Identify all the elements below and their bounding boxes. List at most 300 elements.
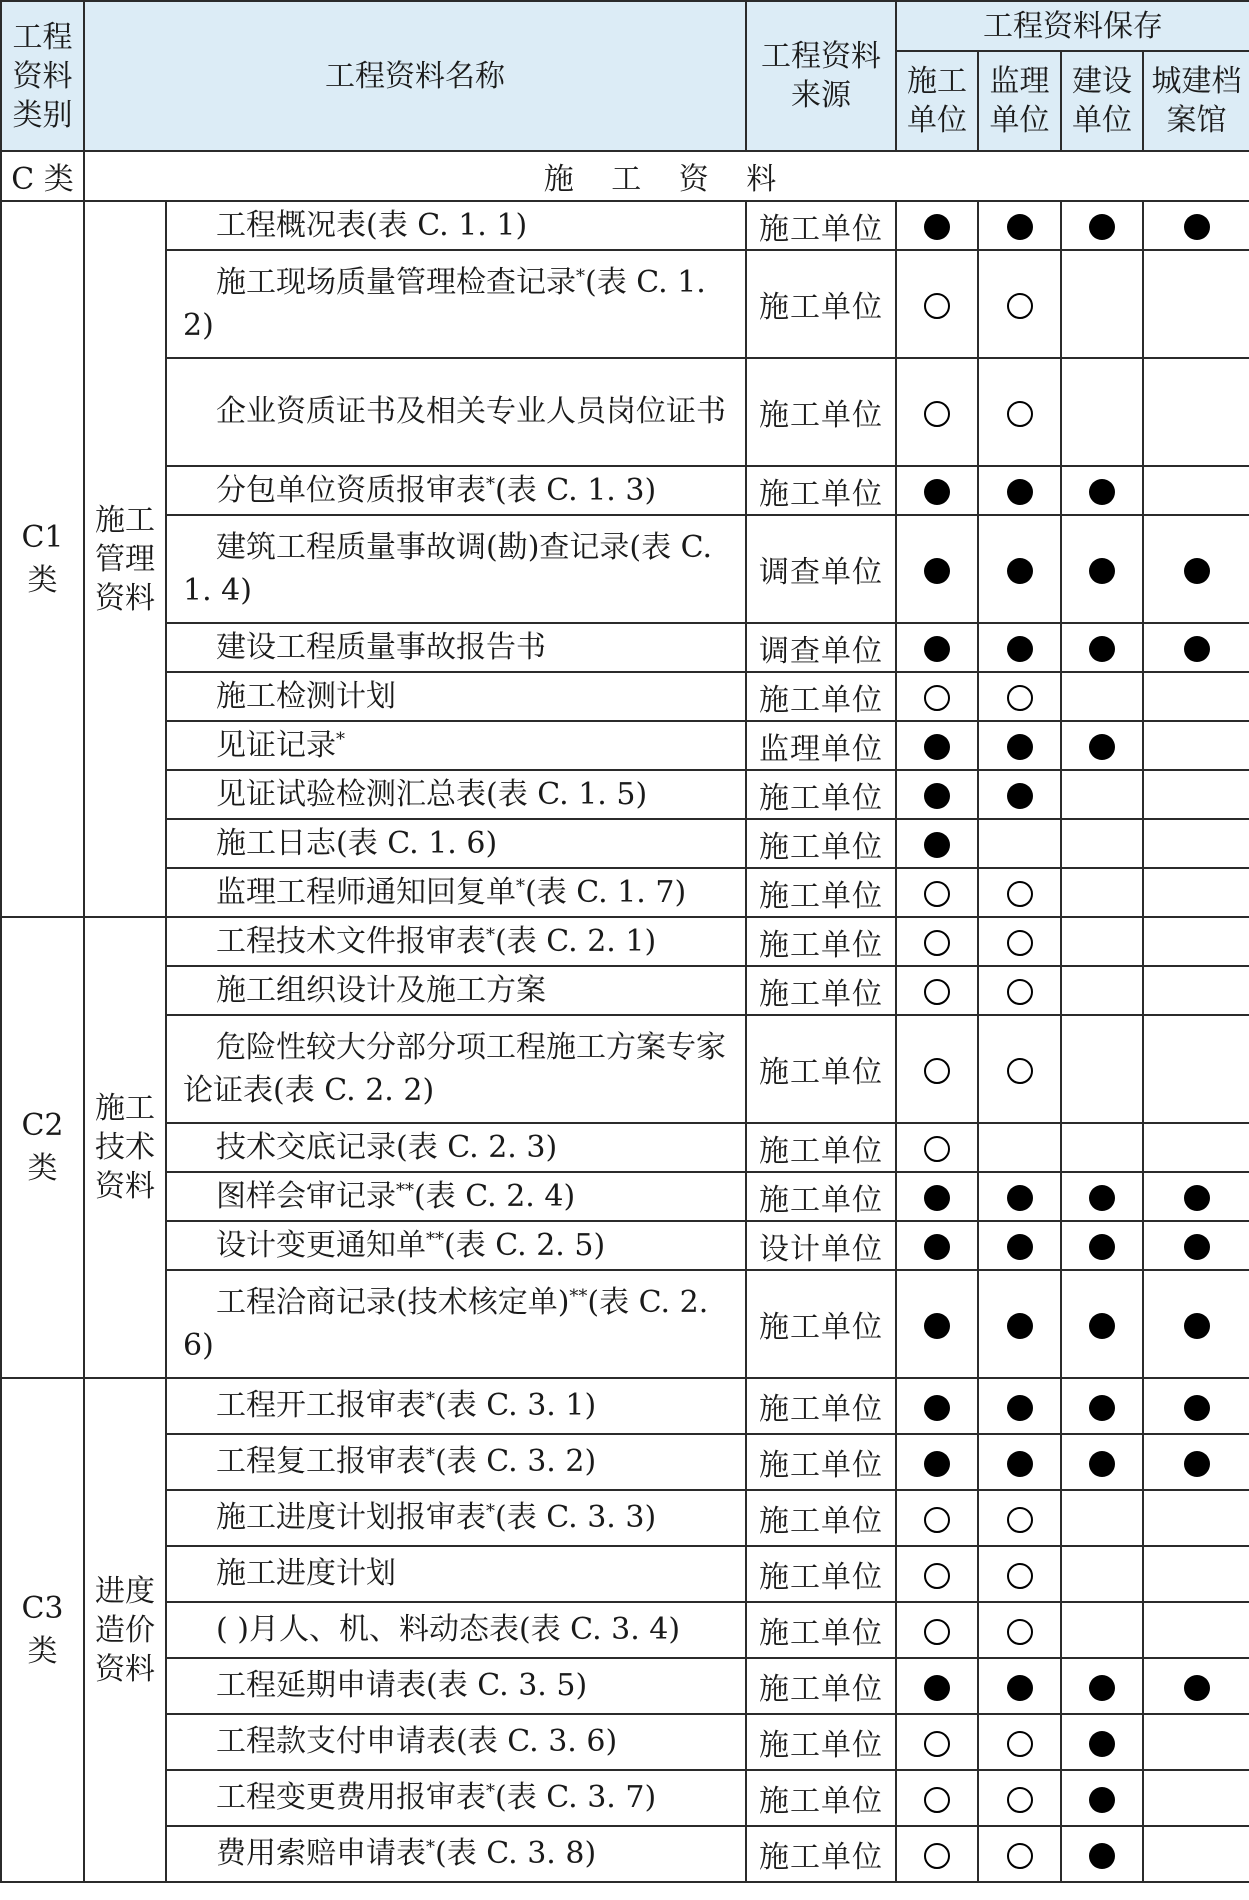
filled-circle-icon xyxy=(1089,734,1115,760)
filled-circle-icon xyxy=(924,1395,950,1421)
table-row xyxy=(1,721,1249,770)
item-source: 施工单位 xyxy=(746,770,896,819)
mark-construction xyxy=(896,1826,978,1882)
filled-circle-icon xyxy=(924,1234,950,1260)
filled-circle-icon xyxy=(924,1451,950,1477)
header-category: 工程资料类别 xyxy=(1,1,84,151)
section-code: C 类 xyxy=(1,151,84,201)
item-name xyxy=(166,358,746,466)
table-row xyxy=(1,358,1249,466)
filled-circle-icon xyxy=(1007,734,1033,760)
header-storage-construction: 施工单位 xyxy=(896,51,978,151)
mark-owner xyxy=(1061,868,1143,917)
hollow-circle-icon xyxy=(1007,685,1033,711)
mark-supervision xyxy=(978,623,1061,672)
group-code: C3 类 xyxy=(1,1378,84,1882)
item-source: 施工单位 xyxy=(746,1658,896,1714)
item-name xyxy=(166,819,746,868)
mark-supervision xyxy=(978,1658,1061,1714)
mark-construction xyxy=(896,1658,978,1714)
mark-supervision xyxy=(978,770,1061,819)
table-row xyxy=(1,1658,1249,1714)
item-name xyxy=(166,1434,746,1490)
filled-circle-icon xyxy=(1184,636,1210,662)
mark-owner xyxy=(1061,672,1143,721)
mark-construction xyxy=(896,966,978,1015)
mark-archive xyxy=(1143,358,1249,466)
item-name xyxy=(166,1826,746,1882)
header-storage-supervision: 监理单位 xyxy=(978,51,1061,151)
filled-circle-icon xyxy=(1007,479,1033,505)
item-source: 施工单位 xyxy=(746,1546,896,1602)
mark-owner xyxy=(1061,917,1143,966)
mark-archive xyxy=(1143,1172,1249,1221)
filled-circle-icon xyxy=(1089,1675,1115,1701)
item-name-text: 建设工程质量事故报告书 xyxy=(216,629,546,665)
table-row xyxy=(1,1015,1249,1123)
item-name-text: 施工进度计划报审表*(表 C. 3. 3) xyxy=(216,1500,657,1536)
mark-supervision xyxy=(978,1826,1061,1882)
table-row xyxy=(1,466,1249,515)
item-source: 施工单位 xyxy=(746,1826,896,1882)
mark-construction xyxy=(896,201,978,250)
footnote-mark: ** xyxy=(396,1179,414,1201)
item-source: 调查单位 xyxy=(746,623,896,672)
filled-circle-icon xyxy=(924,636,950,662)
table-row xyxy=(1,623,1249,672)
mark-owner xyxy=(1061,1172,1143,1221)
filled-circle-icon xyxy=(1089,558,1115,584)
mark-owner xyxy=(1061,1826,1143,1882)
item-name xyxy=(166,1270,746,1378)
mark-construction xyxy=(896,1546,978,1602)
mark-construction xyxy=(896,1770,978,1826)
item-name xyxy=(166,515,746,623)
table-row xyxy=(1,672,1249,721)
item-name-text: 监理工程师通知回复单*(表 C. 1. 7) xyxy=(216,874,687,910)
table-row xyxy=(1,1221,1249,1270)
item-source: 施工单位 xyxy=(746,201,896,250)
item-name xyxy=(166,672,746,721)
mark-owner xyxy=(1061,1015,1143,1123)
group-label xyxy=(84,1378,166,1882)
mark-archive xyxy=(1143,770,1249,819)
footnote-mark: ** xyxy=(569,1285,588,1307)
mark-supervision xyxy=(978,819,1061,868)
filled-circle-icon xyxy=(924,734,950,760)
mark-supervision xyxy=(978,1221,1061,1270)
item-name-text: 施工现场质量管理检查记录*(表 C. 1. 2) xyxy=(183,264,706,343)
item-name xyxy=(166,466,746,515)
filled-circle-icon xyxy=(1007,636,1033,662)
mark-supervision xyxy=(978,1546,1061,1602)
mark-construction xyxy=(896,917,978,966)
mark-supervision xyxy=(978,917,1061,966)
item-name-text: 工程款支付申请表(表 C. 3. 6) xyxy=(216,1724,618,1760)
mark-construction xyxy=(896,770,978,819)
filled-circle-icon xyxy=(1184,1185,1210,1211)
header-storage-owner: 建设单位 xyxy=(1061,51,1143,151)
filled-circle-icon xyxy=(1007,1234,1033,1260)
header-storage-archive: 城建档案馆 xyxy=(1143,51,1249,151)
mark-construction xyxy=(896,1490,978,1546)
mark-owner xyxy=(1061,1770,1143,1826)
item-name-text: 图样会审记录**(表 C. 2. 4) xyxy=(216,1178,576,1214)
mark-owner xyxy=(1061,1221,1143,1270)
mark-supervision xyxy=(978,201,1061,250)
mark-owner xyxy=(1061,1714,1143,1770)
mark-owner xyxy=(1061,1546,1143,1602)
mark-construction xyxy=(896,1378,978,1434)
item-source: 施工单位 xyxy=(746,1270,896,1378)
filled-circle-icon xyxy=(1089,1731,1115,1757)
filled-circle-icon xyxy=(1184,1234,1210,1260)
mark-owner xyxy=(1061,1378,1143,1434)
mark-supervision xyxy=(978,1434,1061,1490)
mark-owner xyxy=(1061,1490,1143,1546)
filled-circle-icon xyxy=(1007,1451,1033,1477)
footnote-mark: * xyxy=(486,473,495,495)
filled-circle-icon xyxy=(1089,479,1115,505)
filled-circle-icon xyxy=(1184,1395,1210,1421)
item-name xyxy=(166,1658,746,1714)
mark-archive xyxy=(1143,1434,1249,1490)
item-source: 施工单位 xyxy=(746,1172,896,1221)
mark-supervision xyxy=(978,1770,1061,1826)
mark-construction xyxy=(896,1270,978,1378)
mark-owner xyxy=(1061,515,1143,623)
footnote-mark: * xyxy=(426,1389,435,1411)
item-name xyxy=(166,917,746,966)
hollow-circle-icon xyxy=(924,1563,950,1589)
mark-construction xyxy=(896,515,978,623)
header-storage: 工程资料保存 xyxy=(896,1,1249,51)
mark-supervision xyxy=(978,1378,1061,1434)
table-row xyxy=(1,1770,1249,1826)
mark-supervision xyxy=(978,1172,1061,1221)
mark-supervision xyxy=(978,721,1061,770)
mark-archive xyxy=(1143,1015,1249,1123)
item-name-text: 工程延期申请表(表 C. 3. 5) xyxy=(216,1668,588,1704)
item-name-text: 工程开工报审表*(表 C. 3. 1) xyxy=(216,1388,597,1424)
item-name xyxy=(166,1490,746,1546)
item-name-text: 工程技术文件报审表*(表 C. 2. 1) xyxy=(216,923,657,959)
item-name xyxy=(166,1221,746,1270)
hollow-circle-icon xyxy=(1007,1843,1033,1869)
hollow-circle-icon xyxy=(924,1731,950,1757)
mark-owner xyxy=(1061,721,1143,770)
item-name-text: ( )月人、机、料动态表(表 C. 3. 4) xyxy=(216,1612,681,1648)
hollow-circle-icon xyxy=(1007,881,1033,907)
item-name-text: 工程洽商记录(技术核定单)**(表 C. 2. 6) xyxy=(183,1284,709,1363)
hollow-circle-icon xyxy=(924,1843,950,1869)
table-row xyxy=(1,1490,1249,1546)
hollow-circle-icon xyxy=(924,881,950,907)
item-name-text: 施工组织设计及施工方案 xyxy=(216,972,546,1008)
mark-owner xyxy=(1061,466,1143,515)
mark-supervision xyxy=(978,1015,1061,1123)
section-row xyxy=(1,151,1249,201)
hollow-circle-icon xyxy=(1007,1507,1033,1533)
group-label-text: 施工技术资料 xyxy=(95,1091,155,1204)
item-name xyxy=(166,201,746,250)
filled-circle-icon xyxy=(1089,1787,1115,1813)
footnote-mark: * xyxy=(486,924,495,946)
mark-owner xyxy=(1061,1270,1143,1378)
item-source: 施工单位 xyxy=(746,672,896,721)
item-name xyxy=(166,868,746,917)
mark-construction xyxy=(896,1221,978,1270)
mark-owner xyxy=(1061,1434,1143,1490)
mark-supervision xyxy=(978,515,1061,623)
mark-supervision xyxy=(978,1123,1061,1172)
mark-construction xyxy=(896,721,978,770)
item-name-text: 工程复工报审表*(表 C. 3. 2) xyxy=(216,1444,597,1480)
filled-circle-icon xyxy=(1007,214,1033,240)
hollow-circle-icon xyxy=(924,979,950,1005)
item-source: 监理单位 xyxy=(746,721,896,770)
mark-construction xyxy=(896,1172,978,1221)
filled-circle-icon xyxy=(1089,636,1115,662)
footnote-mark: * xyxy=(426,1445,435,1467)
item-name-text: 设计变更通知单**(表 C. 2. 5) xyxy=(216,1227,606,1263)
mark-archive xyxy=(1143,250,1249,358)
footnote-mark: * xyxy=(336,728,345,750)
mark-archive xyxy=(1143,201,1249,250)
filled-circle-icon xyxy=(1007,783,1033,809)
hollow-circle-icon xyxy=(1007,1058,1033,1084)
mark-construction xyxy=(896,1434,978,1490)
filled-circle-icon xyxy=(1089,1313,1115,1339)
footnote-mark: * xyxy=(576,265,585,287)
item-source: 调查单位 xyxy=(746,515,896,623)
item-name-text: 费用索赔申请表*(表 C. 3. 8) xyxy=(216,1836,597,1872)
item-source: 施工单位 xyxy=(746,868,896,917)
mark-owner xyxy=(1061,1658,1143,1714)
mark-archive xyxy=(1143,1378,1249,1434)
mark-construction xyxy=(896,466,978,515)
item-source: 施工单位 xyxy=(746,819,896,868)
mark-archive xyxy=(1143,917,1249,966)
item-name-text: 建筑工程质量事故调(勘)查记录(表 C. 1. 4) xyxy=(183,529,713,608)
mark-construction xyxy=(896,868,978,917)
item-source: 施工单位 xyxy=(746,1378,896,1434)
item-name-text: 施工日志(表 C. 1. 6) xyxy=(216,825,498,861)
item-source: 施工单位 xyxy=(746,466,896,515)
table-row xyxy=(1,1378,1249,1434)
hollow-circle-icon xyxy=(924,930,950,956)
item-name-text: 见证试验检测汇总表(表 C. 1. 5) xyxy=(216,776,648,812)
table-row xyxy=(1,770,1249,819)
mark-construction xyxy=(896,672,978,721)
hollow-circle-icon xyxy=(1007,979,1033,1005)
mark-construction xyxy=(896,1123,978,1172)
item-name xyxy=(166,1714,746,1770)
hollow-circle-icon xyxy=(924,1507,950,1533)
mark-supervision xyxy=(978,358,1061,466)
group-label-text: 施工管理资料 xyxy=(95,502,155,616)
filled-circle-icon xyxy=(1184,1675,1210,1701)
mark-owner xyxy=(1061,1123,1143,1172)
filled-circle-icon xyxy=(1007,1313,1033,1339)
hollow-circle-icon xyxy=(924,1619,950,1645)
hollow-circle-icon xyxy=(924,1787,950,1813)
mark-construction xyxy=(896,623,978,672)
table-row xyxy=(1,1546,1249,1602)
item-source: 施工单位 xyxy=(746,1490,896,1546)
group-code: C1 类 xyxy=(1,201,84,917)
mark-archive xyxy=(1143,1770,1249,1826)
filled-circle-icon xyxy=(1184,1451,1210,1477)
filled-circle-icon xyxy=(1184,1313,1210,1339)
mark-supervision xyxy=(978,1714,1061,1770)
hollow-circle-icon xyxy=(924,1058,950,1084)
mark-owner xyxy=(1061,966,1143,1015)
item-name xyxy=(166,1172,746,1221)
mark-owner xyxy=(1061,201,1143,250)
item-source: 施工单位 xyxy=(746,1602,896,1658)
filled-circle-icon xyxy=(924,214,950,240)
mark-owner xyxy=(1061,358,1143,466)
filled-circle-icon xyxy=(1007,1395,1033,1421)
item-name-text: 危险性较大分部分项工程施工方案专家论证表(表 C. 2. 2) xyxy=(183,1029,726,1108)
header-source: 工程资料来源 xyxy=(746,1,896,151)
item-source: 施工单位 xyxy=(746,1015,896,1123)
table-row xyxy=(1,1602,1249,1658)
table-row xyxy=(1,1714,1249,1770)
mark-archive xyxy=(1143,515,1249,623)
hollow-circle-icon xyxy=(1007,401,1033,427)
mark-archive xyxy=(1143,1270,1249,1378)
mark-owner xyxy=(1061,819,1143,868)
mark-supervision xyxy=(978,1270,1061,1378)
group-label xyxy=(84,201,166,917)
item-name-text: 施工检测计划 xyxy=(216,678,396,714)
mark-archive xyxy=(1143,466,1249,515)
table-row xyxy=(1,1826,1249,1882)
item-name xyxy=(166,1770,746,1826)
hollow-circle-icon xyxy=(1007,1619,1033,1645)
mark-archive xyxy=(1143,721,1249,770)
hollow-circle-icon xyxy=(924,1136,950,1162)
item-name xyxy=(166,1378,746,1434)
mark-supervision xyxy=(978,1490,1061,1546)
item-name xyxy=(166,966,746,1015)
mark-archive xyxy=(1143,1221,1249,1270)
item-source: 施工单位 xyxy=(746,1123,896,1172)
item-name xyxy=(166,1546,746,1602)
mark-supervision xyxy=(978,466,1061,515)
mark-archive xyxy=(1143,868,1249,917)
mark-archive xyxy=(1143,966,1249,1015)
filled-circle-icon xyxy=(1089,1451,1115,1477)
filled-circle-icon xyxy=(1007,1185,1033,1211)
item-source: 施工单位 xyxy=(746,1434,896,1490)
mark-construction xyxy=(896,250,978,358)
filled-circle-icon xyxy=(924,558,950,584)
item-name xyxy=(166,1015,746,1123)
mark-supervision xyxy=(978,966,1061,1015)
item-name-text: 分包单位资质报审表*(表 C. 1. 3) xyxy=(216,472,657,508)
mark-archive xyxy=(1143,1123,1249,1172)
mark-archive xyxy=(1143,1546,1249,1602)
mark-construction xyxy=(896,819,978,868)
mark-owner xyxy=(1061,623,1143,672)
mark-construction xyxy=(896,1602,978,1658)
filled-circle-icon xyxy=(1184,558,1210,584)
filled-circle-icon xyxy=(1007,558,1033,584)
hollow-circle-icon xyxy=(1007,293,1033,319)
filled-circle-icon xyxy=(924,1185,950,1211)
item-name-text: 企业资质证书及相关专业人员岗位证书 xyxy=(216,394,726,430)
mark-owner xyxy=(1061,770,1143,819)
mark-owner xyxy=(1061,1602,1143,1658)
mark-archive xyxy=(1143,1714,1249,1770)
table-row xyxy=(1,868,1249,917)
filled-circle-icon xyxy=(924,1675,950,1701)
item-source: 施工单位 xyxy=(746,917,896,966)
table-body xyxy=(1,151,1249,1882)
mark-archive xyxy=(1143,1658,1249,1714)
footnote-mark: * xyxy=(426,1837,435,1859)
table-row xyxy=(1,515,1249,623)
mark-archive xyxy=(1143,819,1249,868)
group-label-text: 进度造价资料 xyxy=(95,1573,155,1687)
mark-construction xyxy=(896,358,978,466)
table-row xyxy=(1,819,1249,868)
table-row xyxy=(1,917,1249,966)
mark-supervision xyxy=(978,672,1061,721)
table-row xyxy=(1,1434,1249,1490)
item-source: 施工单位 xyxy=(746,1770,896,1826)
table-row xyxy=(1,250,1249,358)
footnote-mark: * xyxy=(486,1781,495,1803)
filled-circle-icon xyxy=(1089,1843,1115,1869)
mark-archive xyxy=(1143,1490,1249,1546)
item-name xyxy=(166,623,746,672)
table-row xyxy=(1,966,1249,1015)
item-source: 施工单位 xyxy=(746,250,896,358)
mark-supervision xyxy=(978,250,1061,358)
filled-circle-icon xyxy=(924,1313,950,1339)
item-name xyxy=(166,1602,746,1658)
footnote-mark: * xyxy=(486,1501,495,1523)
footnote-mark: * xyxy=(516,875,525,897)
item-name xyxy=(166,721,746,770)
hollow-circle-icon xyxy=(924,401,950,427)
filled-circle-icon xyxy=(1089,1185,1115,1211)
item-source: 施工单位 xyxy=(746,966,896,1015)
hollow-circle-icon xyxy=(1007,1787,1033,1813)
hollow-circle-icon xyxy=(1007,1563,1033,1589)
item-name xyxy=(166,250,746,358)
table-row xyxy=(1,1123,1249,1172)
mark-supervision xyxy=(978,868,1061,917)
table-row xyxy=(1,201,1249,250)
item-name xyxy=(166,1123,746,1172)
hollow-circle-icon xyxy=(924,685,950,711)
item-source: 施工单位 xyxy=(746,1714,896,1770)
filled-circle-icon xyxy=(1089,1234,1115,1260)
item-name-text: 技术交底记录(表 C. 2. 3) xyxy=(216,1129,558,1165)
mark-archive xyxy=(1143,623,1249,672)
filled-circle-icon xyxy=(1089,1395,1115,1421)
table-row xyxy=(1,1172,1249,1221)
header-name: 工程资料名称 xyxy=(84,1,746,151)
mark-supervision xyxy=(978,1602,1061,1658)
mark-construction xyxy=(896,1714,978,1770)
filled-circle-icon xyxy=(924,783,950,809)
